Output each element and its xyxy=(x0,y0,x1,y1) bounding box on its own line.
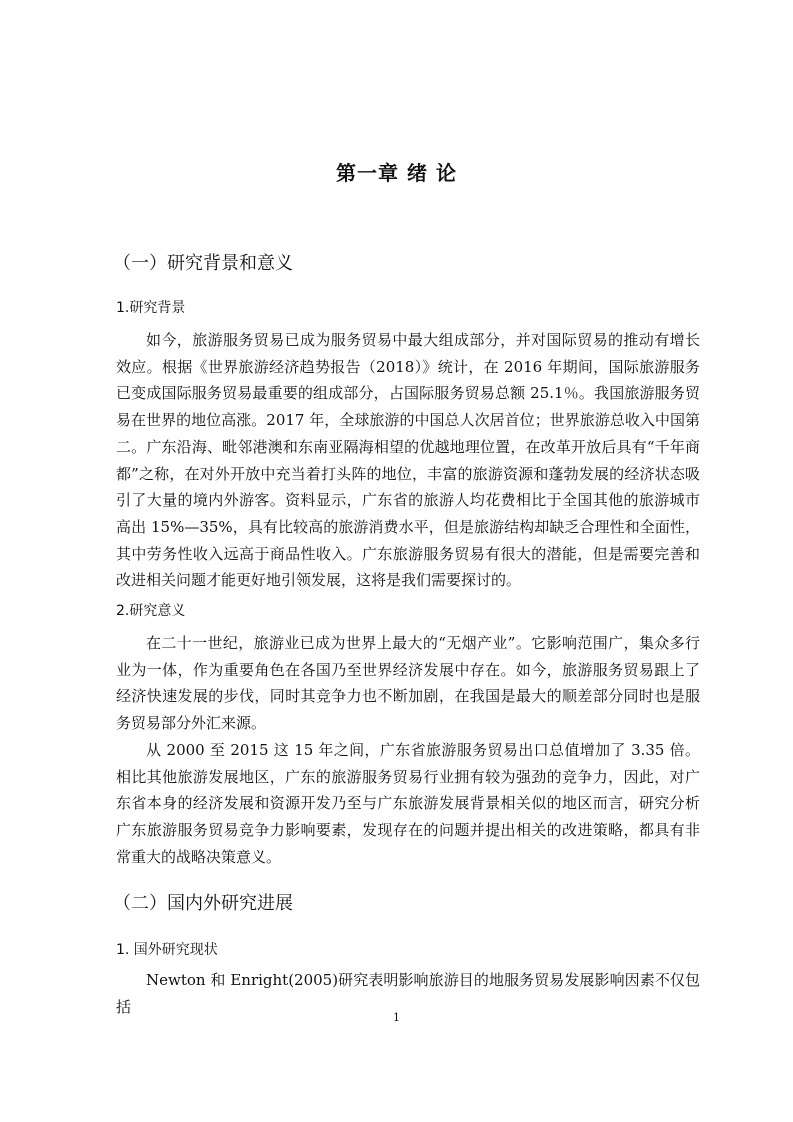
subsection-heading-foreign-research: 1. 国外研究现状 xyxy=(116,942,218,958)
subsection-heading-research-significance: 2.研究意义 xyxy=(116,603,186,619)
paragraph-significance-1: 在二十一世纪，旅游业已成为世界上最大的“无烟产业”。它影响范围广，集众多行业为一体，作为重要角色在各国乃至世界经济发展中存在。如今，旅游服务贸易跟上了经济快速发展的步伐，同时其竞争力也不断加剧，在我国是最大的顺差部分同时也是服务贸易部分外汇来源。 xyxy=(116,634,700,733)
paragraph-significance-2: 从 2000 至 2015 这 15 年之间，广东省旅游服务贸易出口总值增加了 3.35 倍。相比其他旅游发展地区，广东的旅游服务贸易行业拥有较为强劲的竞争力，因此，对广东省本身的经济发展和资源开发乃至与广东旅游发展背景相关似的地区而言，研究分析广东旅游服务贸易竞争力影响要素，发现存在的问题并提出相关的改进策略，都具有非常重大的战略决策意义。 xyxy=(116,741,700,866)
subsection-heading-research-background: 1.研究背景 xyxy=(116,300,186,316)
paragraph-foreign-research: Newton 和 Enright(2005)研究表明影响旅游目的地服务贸易发展影响因素不仅包括 xyxy=(116,971,700,1016)
chapter-title: 第一章 绪 论 xyxy=(336,161,457,185)
section-heading-research-progress: （二）国内外研究进展 xyxy=(113,893,293,914)
section-heading-background: （一）研究背景和意义 xyxy=(113,253,293,274)
paragraph-research-background: 如今，旅游服务贸易已成为服务贸易中最大组成部分，并对国际贸易的推动有增长效应。根据《世界旅游经济趋势报告（2018）》统计，在 2016 年期间，国际旅游服务已变成国际服务贸易最重要的组成部分，占国际服务贸易总额 25.1％。我国旅游服务贸易在世界的地位高涨。2017 年，全球旅游的中国总人次居首位；世界旅游总收入中国第二。广东沿海、毗邻港澳和东南亚隔海相望的优越地理位置，在改革开放后具有“千年商都”之称，在对外开放中充当着打头阵的地位，丰富的旅游资源和蓬勃发展的经济状态吸引了大量的境内外游客。资料显示，广东省的旅游人均花费相比于全国其他的旅游城市高出 15%—35%，具有比较高的旅游消费水平，但是旅游结构却缺乏合理性和全面性，其中劳务性收入远高于商品性收入。广东旅游服务贸易有很大的潜能，但是需要完善和改进相关问题才能更好地引领发展，这将是我们需要探讨的。 xyxy=(116,331,700,590)
page-number: 1 xyxy=(393,1011,400,1024)
